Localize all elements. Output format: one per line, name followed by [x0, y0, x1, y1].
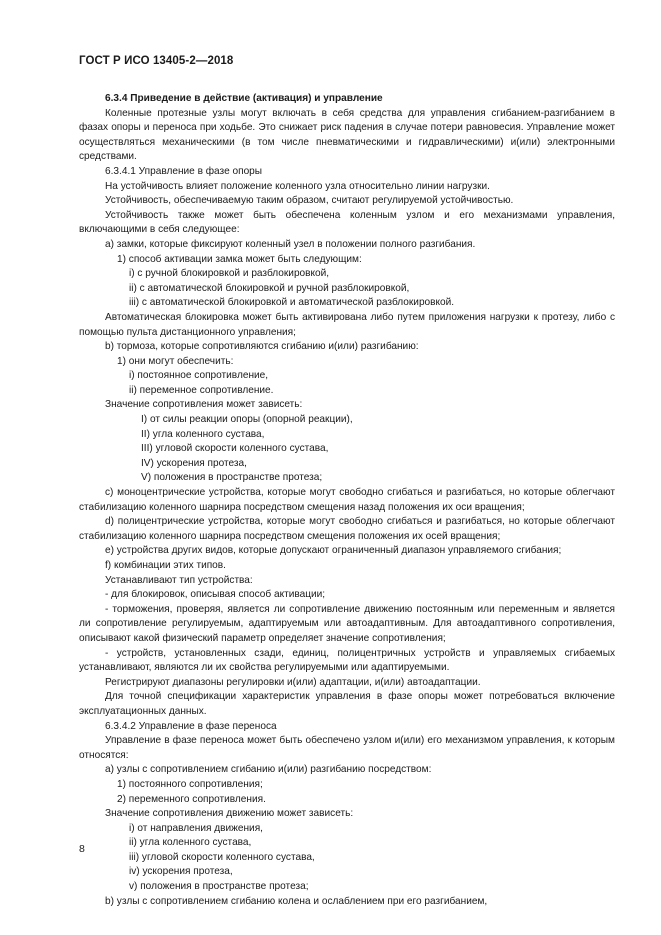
list-item: V) положения в пространстве протеза;	[141, 472, 323, 484]
list-item: 2) переменного сопротивления.	[117, 793, 266, 805]
list-item: ii) переменное сопротивление.	[129, 384, 274, 396]
list-item: f) комбинации этих типов.	[105, 560, 226, 571]
list-item: i) от направления движения,	[129, 822, 263, 834]
paragraph: Регистрируют диапазоны регулировки и(или) адаптации, и(или) автоадаптации.	[105, 676, 481, 688]
paragraph: Значение сопротивления движению может зависеть:	[105, 808, 354, 820]
list-item: IV) ускорения протеза,	[141, 457, 247, 469]
paragraph: Автоматическая блокировка может быть активирована либо путем приложения нагрузки к протезу, либо с помощью пульта дистанционного управления;	[79, 311, 615, 338]
subsection-heading: 6.3.4.1 Управление в фазе опоры	[105, 165, 263, 177]
list-item: e) устройства других видов, которые допускают ограниченный диапазон управляемого сгибания;	[105, 545, 562, 557]
list-item: 1) они могут обеспечить:	[117, 355, 234, 367]
list-item: iv) ускорения протеза,	[129, 866, 233, 878]
list-item: i) постоянное сопротивление,	[129, 370, 269, 382]
list-item: ii) угла коленного сустава,	[129, 837, 252, 849]
list-item: iii) с автоматической блокировкой и автоматической разблокировкой.	[129, 297, 455, 309]
list-item: b) тормоза, которые сопротивляются сгибанию и(или) разгибанию:	[105, 341, 419, 353]
list-item: a) замки, которые фиксируют коленный узел в положении полного разгибания.	[105, 238, 476, 250]
paragraph: Значение сопротивления может зависеть:	[105, 399, 303, 411]
paragraph: Устойчивость также может быть обеспечена коленным узлом и его механизмами управления, включающими в себя следующее:	[79, 209, 615, 236]
list-item: II) угла коленного сустава,	[141, 428, 265, 440]
paragraph: Устойчивость, обеспечиваемую таким образом, считают регулируемой устойчивостью.	[105, 195, 514, 207]
document-body	[79, 92, 615, 909]
list-item: a) узлы с сопротивлением сгибанию и(или) разгибанию посредством:	[105, 764, 432, 776]
list-item: 1) постоянного сопротивления;	[117, 778, 263, 790]
paragraph: Управление в фазе переноса может быть обеспечено узлом и(или) его механизмом управления, к которым относятся:	[79, 735, 615, 761]
subsection-heading: 6.3.4.2 Управление в фазе переноса	[105, 720, 277, 732]
list-item: b) узлы с сопротивлением сгибанию колена и ослаблением при его разгибанием,	[105, 895, 488, 907]
section-heading: 6.3.4 Приведение в действие (активация) и управление	[105, 93, 383, 104]
paragraph: На устойчивость влияет положение коленного узла относительно линии нагрузки.	[105, 180, 490, 192]
list-item: III) угловой скорости коленного сустава,	[141, 443, 329, 455]
document-header-title: ГОСТ Р ИСО 13405-2—2018	[79, 55, 234, 67]
list-item: - для блокировок, описывая способ активации;	[105, 589, 326, 601]
list-item: c) моноцентрические устройства, которые могут свободно сгибаться и разгибаться, но которые облегчают стабилизацию коленного шарнира посредством смещения назад положения их оси вращения;	[79, 487, 615, 513]
list-item: v) положения в пространстве протеза;	[129, 881, 309, 893]
list-item: 1) способ активации замка может быть следующим:	[117, 253, 362, 265]
paragraph: Коленные протезные узлы могут включать в себя средства для управления сгибанием-разгибанием в фазах опоры и переноса при ходьбе. Это снижает риск падения в случае потери равновесия. Управление может осуществляться механическими (в том числе пневматическими и гидравлическими) и(или) электронными средствами.	[79, 107, 615, 163]
list-item: iii) угловой скорости коленного сустава,	[129, 851, 315, 863]
paragraph: Устанавливают тип устройства:	[105, 574, 253, 586]
list-item: ii) с автоматической блокировкой и ручной разблокировкой,	[129, 282, 410, 294]
page-number: 8	[79, 843, 85, 855]
paragraph: Для точной спецификации характеристик управления в фазе опоры может потребоваться включение эксплуатационных данных.	[79, 691, 615, 717]
list-item: I) от силы реакции опоры (опорной реакции),	[141, 414, 353, 426]
list-item: i) с ручной блокировкой и разблокировкой,	[129, 268, 330, 280]
list-item: d) полицентрические устройства, которые могут свободно сгибаться и разгибаться, но которые облегчают стабилизацию коленного шарнира посредством смещения положения их осей вращения;	[79, 516, 615, 542]
list-item: - торможения, проверяя, является ли сопротивление движению постоянным или переменным и является ли сопротивление регулируемым, адаптируемым или автоадаптивным. Для автоадаптивного сопротивления, описывают какой физический параметр определяет значение сопротивления;	[79, 603, 615, 644]
list-item: - устройств, установленных сзади, единиц, полицентричных устройств и управляемых сгибаемых устанавливают, являются ли их свойства регулируемыми или адаптируемыми.	[79, 647, 615, 674]
